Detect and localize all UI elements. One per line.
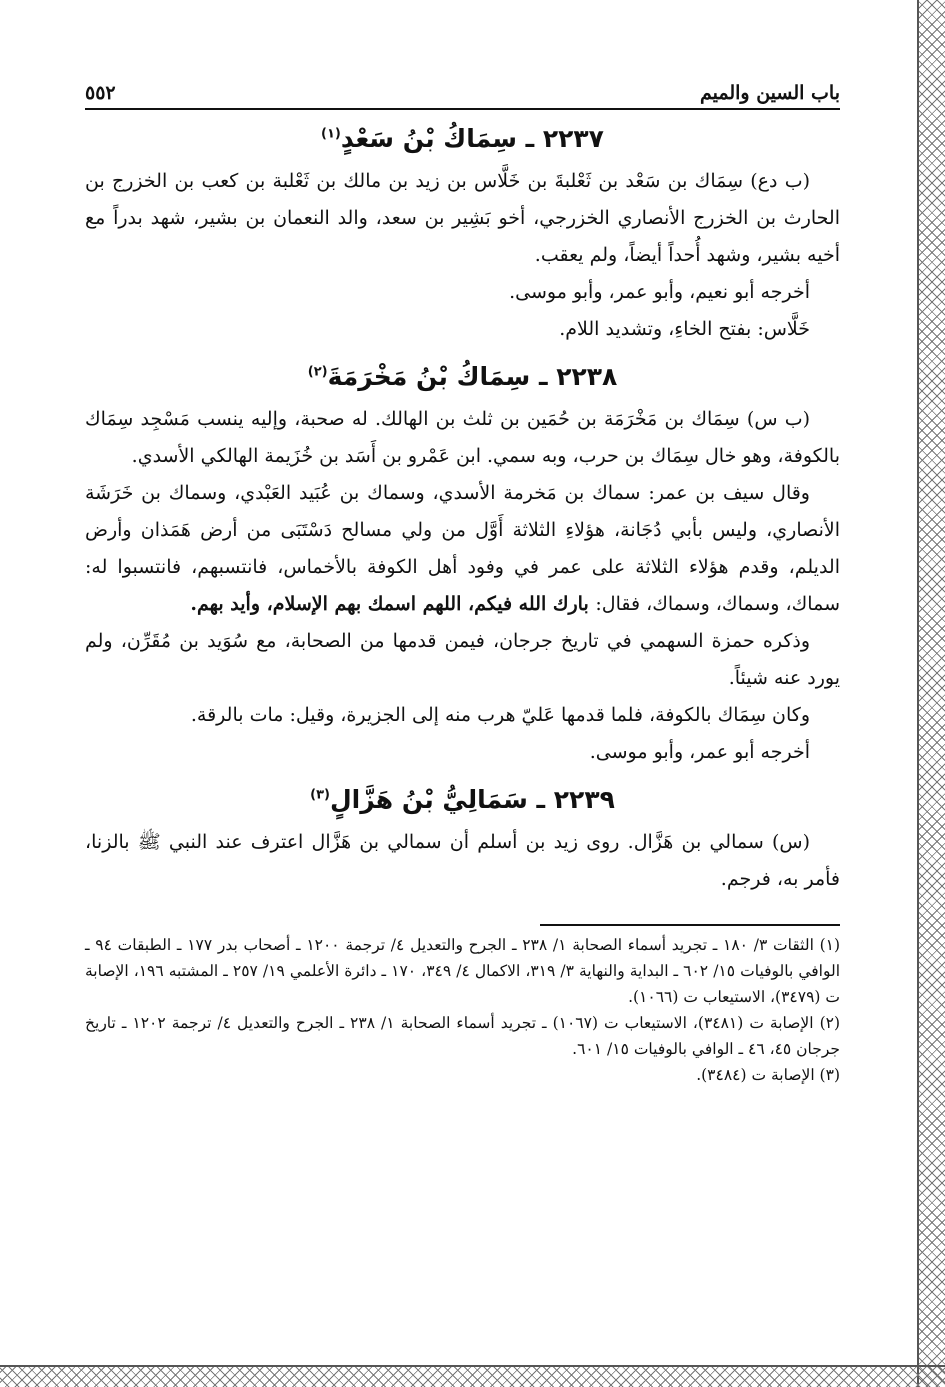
footnote-divider [540, 924, 840, 926]
footnote-1: (١) الثقات ٣/ ١٨٠ ـ تجريد أسماء الصحابة ١/ ٢٣٨ ـ الجرح والتعديل ٤/ ترجمة ١٢٠٠ ـ أصحاب بدر ١٧٧ ـ الطبقات ٩٤ ـ الوافي بالوفيات ١٥/ ٦٠٢ ـ البداية والنهاية ٣/ ٣١٩، الاكمال ٤/ ٣٤٩، ١٧٠ ـ دائرة الأعلمي ١٩/ ٢٥٧ ـ المشتبه ١٩٦، الإصابة ت (٣٤٧٩)، الاستيعاب ت (١٠٦٦). [85, 936, 841, 1006]
footnote-2: (٢) الإصابة ت (٣٤٨١)، الاستيعاب ت (١٠٦٧) ـ تجريد أسماء الصحابة ١/ ٢٣٨ ـ الجرح والتعديل ٤/ ترجمة ١٢٠٢ ـ تاريخ جرجان ٤٥، ٤٦ ـ الوافي بالوفيات ١٥/ ٦٠١. [85, 1014, 841, 1058]
decorative-border-bottom [0, 1365, 945, 1387]
paragraph: أخرجه أبو نعيم، وأبو عمر، وأبو موسى. [509, 281, 810, 303]
entry-2237 [85, 124, 840, 348]
chapter-title: باب السين والميم [699, 82, 840, 104]
paragraph: (س) سمالي بن هَزَّال. روى زيد بن أسلم أن سمالي بن هَزَّال اعترف عند النبي ﷺ بالزنا، فأمر به، فرجم. [85, 831, 840, 890]
paragraph: أخرجه أبو عمر، وأبو موسى. [589, 741, 810, 763]
paragraph: خَلَّاس: بفتح الخاءِ، وتشديد اللام. [559, 318, 810, 340]
prayer-quote: بارك الله فيكم، اللهم اسمك بهم الإسلام، وأيد بهم. [190, 593, 596, 615]
page-number: ٥٥٢ [85, 82, 116, 104]
page-header [85, 70, 840, 110]
entry-title: ٢٢٣٩ ـ سَمَالِيُّ بْنُ هَزَّالٍ$^{(٣)}$ [310, 785, 615, 814]
paragraph: (ب دع) سِمَاك بن سَعْد بن ثَعْلبةَ بن خَلَّاس بن زيد بن مالك بن ثَعْلبة بن كعب بن الخزرج بن الحارث بن الخزرج الأنصاري الخزرجي، أخو بَشِير بن سعد، والد النعمان بن بشير، شهد بدراً مع أخيه بشير، وشهد أُحداً أيضاً، ولم يعقب. [85, 170, 840, 266]
footnote-ref: (٢) [307, 364, 328, 380]
footnote-ref: (١) [321, 126, 341, 142]
decorative-border-right [917, 0, 945, 1387]
entry-title: ٢٢٣٧ ـ سِمَاكُ بْنُ سَعْدٍ$^{(١)}$ [321, 124, 604, 153]
footnote-ref: (٣) [310, 787, 330, 803]
paragraph: وكان سِمَاك بالكوفة، فلما قدمها عَليّ هرب منه إلى الجزيرة، وقيل: مات بالرقة. [190, 704, 810, 726]
entry-2238 [85, 362, 840, 771]
page-content [85, 70, 840, 1088]
paragraph: (ب س) سِمَاك بن مَخْرَمَة بن حُمَين بن ثلث بن الهالك. له صحبة، وإليه ينسب مَسْجِد سِمَاك بالكوفة، وهو خال سِمَاك بن حرب، وبه سمي. ابن عَمْرو بن أَسَد بن خُزَيمة الهالكي الأسدي. [85, 408, 840, 467]
paragraph: وقال سيف بن عمر: سماك بن مَخرمة الأسدي، وسماك بن عُبَيد العَبْدي، وسماك بن خَرَشَة الأنصاري، وليس بأبي دُجَانة، هؤلاءِ الثلاثة أَوَّل من ولي مسالح دَسْتَبَى من أرض هَمَذان وأرض الديلم، وقدم هؤلاء الثلاثة على عمر في وفود أهل الكوفة بالأخماس، فانتسبهم، فانتسبوا له: سماك، وسماك، وسماك، فقال: بارك الله فيكم، اللهم اسمك بهم الإسلام، وأيد بهم. [85, 482, 840, 615]
entry-title: ٢٢٣٨ ـ سِمَاكُ بْنُ مَخْرَمَةَ$^{(٢)}$ [307, 362, 618, 391]
paragraph: وذكره حمزة السهمي في تاريخ جرجان، فيمن قدمها من الصحابة، مع سُوَيد بن مُقَرِّن، ولم يورد عنه شيئاً. [85, 630, 840, 689]
footnotes [85, 932, 840, 1088]
entry-2239 [85, 785, 840, 898]
footnote-3: (٣) الإصابة ت (٣٤٨٤). [696, 1066, 840, 1084]
